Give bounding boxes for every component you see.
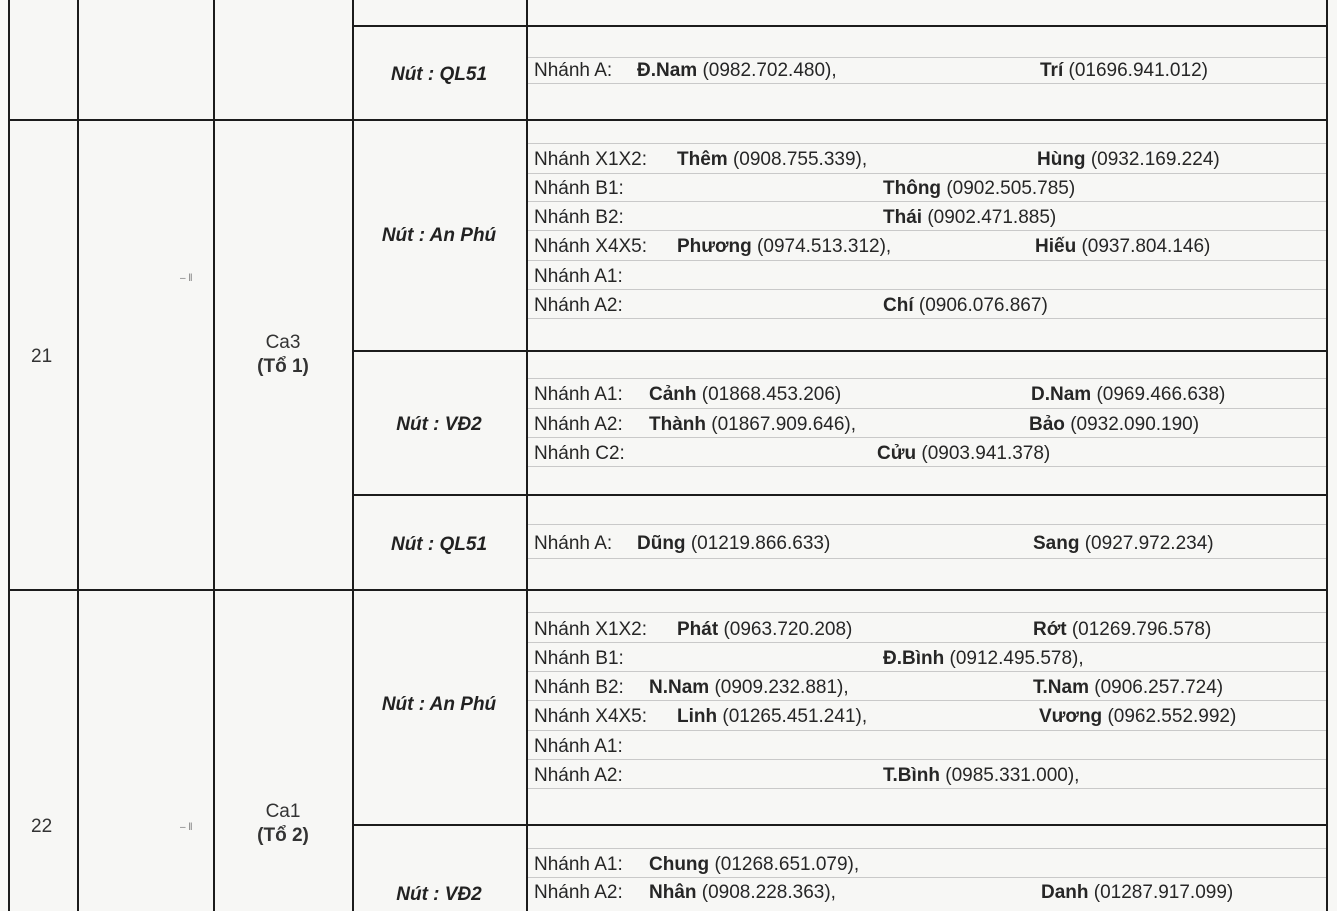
column-divider-blank: [213, 0, 215, 911]
contact-phone: (0932.169.224): [1090, 149, 1220, 170]
contact-name: Hiếu: [1035, 236, 1077, 257]
contact-phone: (01696.941.012): [1068, 60, 1208, 81]
contact-phone: (0927.972.234): [1084, 533, 1214, 554]
shift-schedule-page: ‒ ‖ ‒ ‖ 21 22 Ca3 (Tổ 1) Ca1 (Tổ 2) Nút : QL51 Nút : An Phú Nút : VĐ2 Nút : QL51 Nút : An Phú Nút : VĐ2 Nhánh A: Đ.Nam (0982.702.480), Trí (01696.941.012) Nhánh X1X2: Thêm (0908.755.339), Hùng (0932.169.224) Nhánh B1: Thông (0902.505.785) Nhánh B2: Thái (0902.471.885) Nhánh X4X5: Phương (0974.513.312), Hiếu (0937.804.146) Nhánh A1: Nhánh A2: Chí (0906.076.867) Nhánh A1: Cảnh (01868.453.206) D.Nam (0969.466.638) Nhánh A2: Thành (01867.909.646), Bảo (0932.090.190) Nhánh C2: Cửu (0903.941.378) Nhánh A: Dũng (01219.866.633) Sang (0927.972.234) Nhánh X1X2: Phát (0963.720.208) Rớt (01269.796.578) Nhánh B1: Đ.Bình (0912.495.578), Nhánh B2: N.Nam (0909.232.881), T.Nam (0906.257.724) Nhánh X4X5: Linh (01265.451.241), Vương (0962.552.992) Nhánh A1: Nhánh A2: T.Bình (0985.331.000), Nhánh A1: Chung (01268.651.079), Nhánh A2: Nhân (0908.228.363), Danh (01287.917.099): [0, 0, 1337, 911]
contact-phone: (0974.513.312),: [757, 236, 892, 257]
row-border: [352, 494, 1328, 496]
contact-secondary: [1039, 706, 1236, 728]
branch-label: Nhánh A:: [534, 533, 613, 554]
branch-label: Nhánh A1:: [534, 854, 623, 875]
contact-name: Dũng: [637, 533, 686, 554]
contact-secondary: [883, 178, 1075, 200]
contact-phone: (01287.917.099): [1093, 882, 1234, 903]
contact-phone: (0906.257.724): [1094, 677, 1224, 698]
branch-label: Nhánh X1X2:: [534, 149, 648, 170]
branch-label: Nhánh B2:: [534, 207, 624, 228]
row-number: 22: [31, 816, 53, 837]
contact-phone: (0909.232.881),: [714, 677, 849, 698]
contact-secondary: [1033, 619, 1211, 641]
branch-label: Nhánh A1:: [534, 384, 623, 405]
contact-secondary: [883, 648, 1084, 670]
branch-label: Nhánh X4X5:: [534, 236, 648, 257]
contact-phone: (0963.720.208): [723, 619, 853, 640]
contact-name: Thông: [883, 178, 942, 199]
row-number: 21: [31, 346, 53, 367]
contact-phone: (0932.090.190): [1070, 414, 1200, 435]
contact-name: Thành: [649, 414, 706, 435]
node-label: Nút : QL51: [390, 64, 488, 85]
contact-secondary: [883, 765, 1079, 787]
contact-name: Linh: [677, 706, 718, 727]
contact-primary: [649, 882, 836, 904]
contact-secondary: [1040, 60, 1208, 82]
contact-primary: [649, 384, 841, 406]
contact-phone: (01269.796.578): [1071, 619, 1212, 640]
node-label: Nút : VĐ2: [396, 414, 482, 435]
node-label: Nút : QL51: [390, 534, 488, 555]
contact-secondary: [1031, 384, 1225, 406]
contact-primary: [677, 706, 867, 728]
contact-phone: (01268.651.079),: [714, 854, 860, 875]
contact-primary: [649, 677, 849, 699]
row-border: [352, 824, 1328, 826]
contact-phone: (0937.804.146): [1081, 236, 1211, 257]
contact-phone: (01868.453.206): [701, 384, 842, 405]
contact-name: Bảo: [1029, 414, 1065, 435]
contact-name: Chung: [649, 854, 710, 875]
branch-label: Nhánh C2:: [534, 443, 625, 464]
contact-name: Rớt: [1033, 619, 1067, 640]
contact-name: T.Nam: [1033, 677, 1089, 698]
contact-phone: (0906.076.867): [918, 295, 1048, 316]
contact-primary: [677, 619, 852, 641]
node-label: Nút : An Phú: [381, 694, 497, 715]
column-divider-number: [77, 0, 79, 911]
contact-name: Nhân: [649, 882, 697, 903]
contact-phone: (0903.941.378): [921, 443, 1051, 464]
branch-label: Nhánh A1:: [534, 736, 623, 757]
contact-secondary: [1033, 677, 1223, 699]
contact-name: Đ.Bình: [883, 648, 945, 669]
contact-phone: (0985.331.000),: [945, 765, 1080, 786]
contact-secondary: [877, 443, 1050, 465]
contact-name: Phát: [677, 619, 719, 640]
contact-phone: (01265.451.241),: [722, 706, 868, 727]
contact-phone: (0982.702.480),: [702, 60, 837, 81]
shift-cell: [215, 331, 351, 379]
contact-name: Danh: [1041, 882, 1089, 903]
row-border: [8, 589, 1328, 591]
contact-phone: (0969.466.638): [1096, 384, 1226, 405]
contact-name: Phương: [677, 236, 752, 257]
contact-phone: (0908.755.339),: [732, 149, 868, 170]
branch-label: Nhánh X1X2:: [534, 619, 648, 640]
row-border: [8, 119, 1328, 121]
node-label: Nút : An Phú: [381, 225, 497, 246]
contact-phone: (0902.505.785): [946, 178, 1076, 199]
contact-secondary: [1033, 533, 1214, 555]
node-label: Nút : VĐ2: [396, 884, 482, 905]
contact-phone: (01219.866.633): [690, 533, 831, 554]
contact-name: Hùng: [1037, 149, 1086, 170]
contact-name: T.Bình: [883, 765, 940, 786]
contact-secondary: [1037, 149, 1220, 171]
branch-label: Nhánh X4X5:: [534, 706, 648, 727]
contact-primary: [637, 60, 837, 82]
contact-secondary: [1029, 414, 1199, 436]
contact-name: Cảnh: [649, 384, 697, 405]
contact-name: Chí: [883, 295, 914, 316]
shift-cell: [215, 800, 351, 848]
contact-secondary: [1035, 236, 1210, 258]
contact-phone: (0912.495.578),: [949, 648, 1084, 669]
contact-phone: (0902.471.885): [927, 207, 1057, 228]
contact-secondary: [883, 295, 1048, 317]
branch-label: Nhánh A1:: [534, 266, 623, 287]
contact-name: Đ.Nam: [637, 60, 698, 81]
contact-name: D.Nam: [1031, 384, 1092, 405]
branch-label: Nhánh B2:: [534, 677, 624, 698]
contact-primary: [677, 236, 891, 258]
contact-name: Vương: [1039, 706, 1103, 727]
contact-name: N.Nam: [649, 677, 710, 698]
table-border-left: [8, 0, 10, 911]
branch-label: Nhánh A2:: [534, 765, 623, 786]
branch-label: Nhánh A:: [534, 60, 613, 81]
branch-label: Nhánh A2:: [534, 882, 623, 903]
contact-phone: (01867.909.646),: [711, 414, 857, 435]
shift-label: Ca1: [265, 801, 301, 822]
column-divider-shift: [352, 0, 354, 911]
contact-name: Trí: [1040, 60, 1064, 81]
contact-name: Thêm: [677, 149, 728, 170]
contact-secondary: [883, 207, 1056, 229]
shift-label: Ca3: [265, 332, 301, 353]
team-label: (Tổ 1): [257, 356, 309, 377]
contact-primary: [649, 414, 856, 436]
contact-name: Sang: [1033, 533, 1080, 554]
contact-primary: [637, 533, 830, 555]
row-border: [352, 350, 1328, 352]
contact-primary: [649, 854, 859, 876]
column-divider-node: [526, 0, 528, 911]
contact-phone: (0908.228.363),: [701, 882, 836, 903]
contact-secondary: [1041, 882, 1233, 904]
team-label: (Tổ 2): [257, 825, 309, 846]
branch-label: Nhánh B1:: [534, 648, 624, 669]
branch-label: Nhánh B1:: [534, 178, 624, 199]
contact-name: Cửu: [877, 443, 917, 464]
row-border: [352, 25, 1328, 27]
branch-label: Nhánh A2:: [534, 414, 623, 435]
branch-label: Nhánh A2:: [534, 295, 623, 316]
table-border-right: [1326, 0, 1328, 911]
contact-phone: (0962.552.992): [1107, 706, 1237, 727]
contact-primary: [677, 149, 867, 171]
contact-name: Thái: [883, 207, 923, 228]
